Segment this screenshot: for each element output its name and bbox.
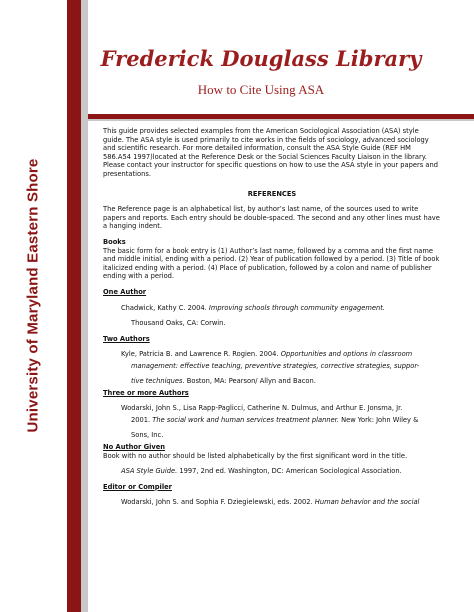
citation-publisher: Boston, MA: Pearson/ Allyn and Bacon. — [184, 376, 316, 385]
institution-name: University of Maryland Eastern Shore — [24, 158, 42, 432]
citation-text: Wodarski, John S. and Sophia F. Dziegielewski, eds. 2002. — [121, 498, 315, 507]
citation-text: Chadwick, Kathy C. 2004. — [121, 303, 209, 312]
sidebar-institution — [4, 140, 62, 450]
document-body — [103, 127, 441, 507]
books-heading: Books — [103, 237, 126, 246]
citation-title: ASA Style Guide. — [121, 467, 178, 476]
citation-title: The social work and human services treatment planner. — [152, 416, 339, 425]
citation-publisher: New York: John Wiley & — [338, 416, 419, 425]
left-spine-shadow — [81, 0, 88, 612]
editor-citation — [103, 498, 441, 507]
citation-title: Improving schools through community engagement. — [208, 303, 385, 312]
no-author-heading: No Author Given — [103, 443, 166, 452]
three-authors-heading: Three or more Authors — [103, 388, 189, 397]
page-title: Frederick Douglass Library — [100, 46, 422, 71]
two-authors-citation — [103, 350, 441, 389]
citation-title: Human behavior and the social — [314, 498, 420, 507]
citation-text: Kyle, Patricia B. and Lawrence R. Rogien. 2004. — [121, 350, 281, 359]
header-rule-shadow — [88, 119, 474, 121]
editor-heading: Editor or Compiler — [103, 482, 172, 491]
page-subtitle: How to Cite Using ASA — [197, 82, 325, 97]
citation-text: Wodarski, John S., Lisa Rapp-Paglicci, Catherine N. Dulmus, and Arthur E. Jonsma, Jr. — [121, 404, 403, 413]
three-authors-citation — [103, 404, 441, 443]
books-paragraph: The basic form for a book entry is (1) Author’s last name, followed by a comma and the first name and middle initial, ending with a period. (2) Year of publication followed by a period. (3) Title of book italicized ending with a period. (4) Place of publication, followed by a colon and name of publisher ending with a period. — [103, 246, 440, 281]
one-author-citation-cont: Thousand Oaks, CA: Corwin. — [131, 319, 226, 328]
no-author-citation — [103, 467, 441, 476]
two-authors-heading: Two Authors — [103, 334, 150, 343]
citation-title-end: tive techniques. — [131, 376, 185, 385]
citation-text: 1997, 2nd ed. Washington, DC: American Sociological Association. — [177, 467, 402, 476]
intro-paragraph: This guide provides selected examples from the American Sociological Association (ASA) style guide. The ASA style is used primarily to cite works in the fields of sociology, advanced sociology and scientific research. For more detailed information, consult the ASA Style Guide (REF HM 586.A54 1997)located at the Reference Desk or the Social Sciences Faculty Liaison in the library. Please contact your instructor for specific questions on how to use the ASA style in your papers and presentations. — [103, 127, 438, 178]
references-paragraph: The Reference page is an alphabetical list, by author’s last name, of the sources used to write papers and reports. Each entry should be double-spaced. The second and any other lines must have a hanging indent. — [103, 205, 440, 231]
left-spine-bar — [67, 0, 81, 612]
references-heading: REFERENCES — [247, 189, 297, 198]
citation-title-cont: management: effective teaching, preventive strategies, corrective strategies, suppor- — [131, 361, 420, 370]
no-author-paragraph: Book with no author should be listed alphabetically by the first significant word in the title. — [103, 451, 408, 460]
one-author-citation — [103, 304, 441, 313]
one-author-heading: One Author — [103, 287, 147, 296]
citation-publisher-cont: Sons, Inc. — [131, 431, 164, 440]
citation-year: 2001. — [131, 416, 153, 425]
citation-title: Opportunities and options in classroom — [280, 350, 413, 359]
